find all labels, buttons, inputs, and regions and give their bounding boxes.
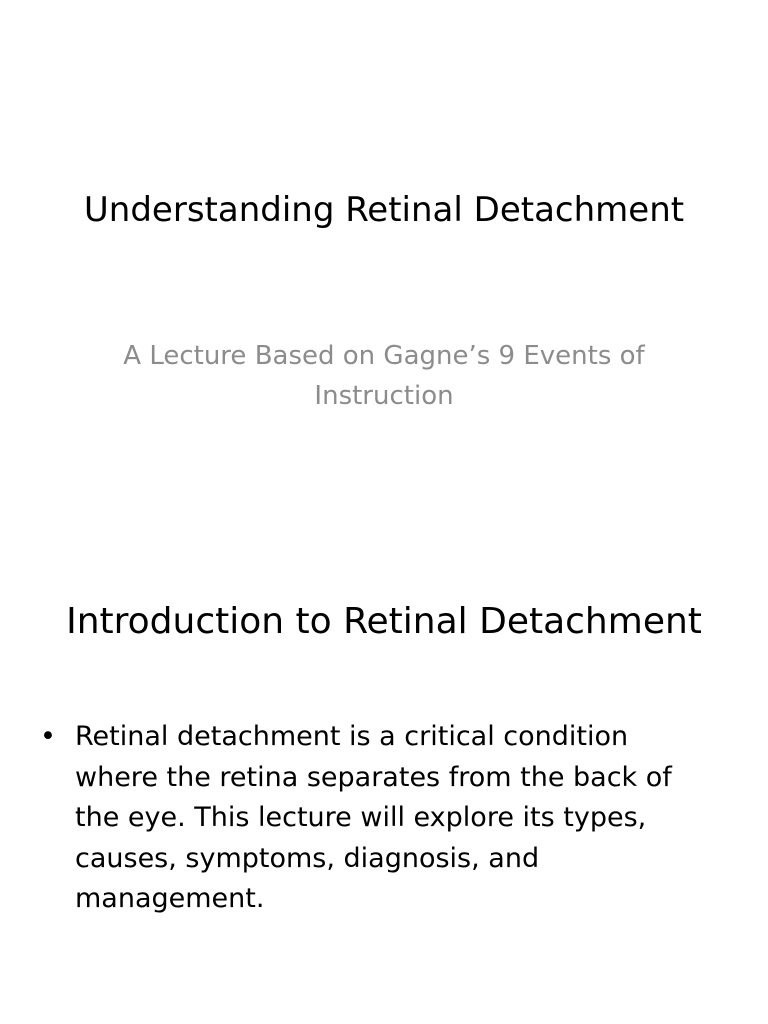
slide-title: Understanding Retinal Detachment	[83, 190, 685, 230]
bullet-list	[40, 717, 690, 920]
slide-subtitle: A Lecture Based on Gagne’s 9 Events of Instruction	[123, 341, 645, 412]
content-slide	[0, 512, 768, 1024]
bullet-icon: •	[40, 721, 56, 752]
slide-title: Introduction to Retinal Detachment	[66, 601, 702, 642]
bullet-text: Retinal detachment is a critical condition where the retina separates from the back of the eye. This lecture will explore its types, causes, symptoms, diagnosis, and management.	[75, 721, 672, 914]
bullet-item	[40, 717, 690, 920]
